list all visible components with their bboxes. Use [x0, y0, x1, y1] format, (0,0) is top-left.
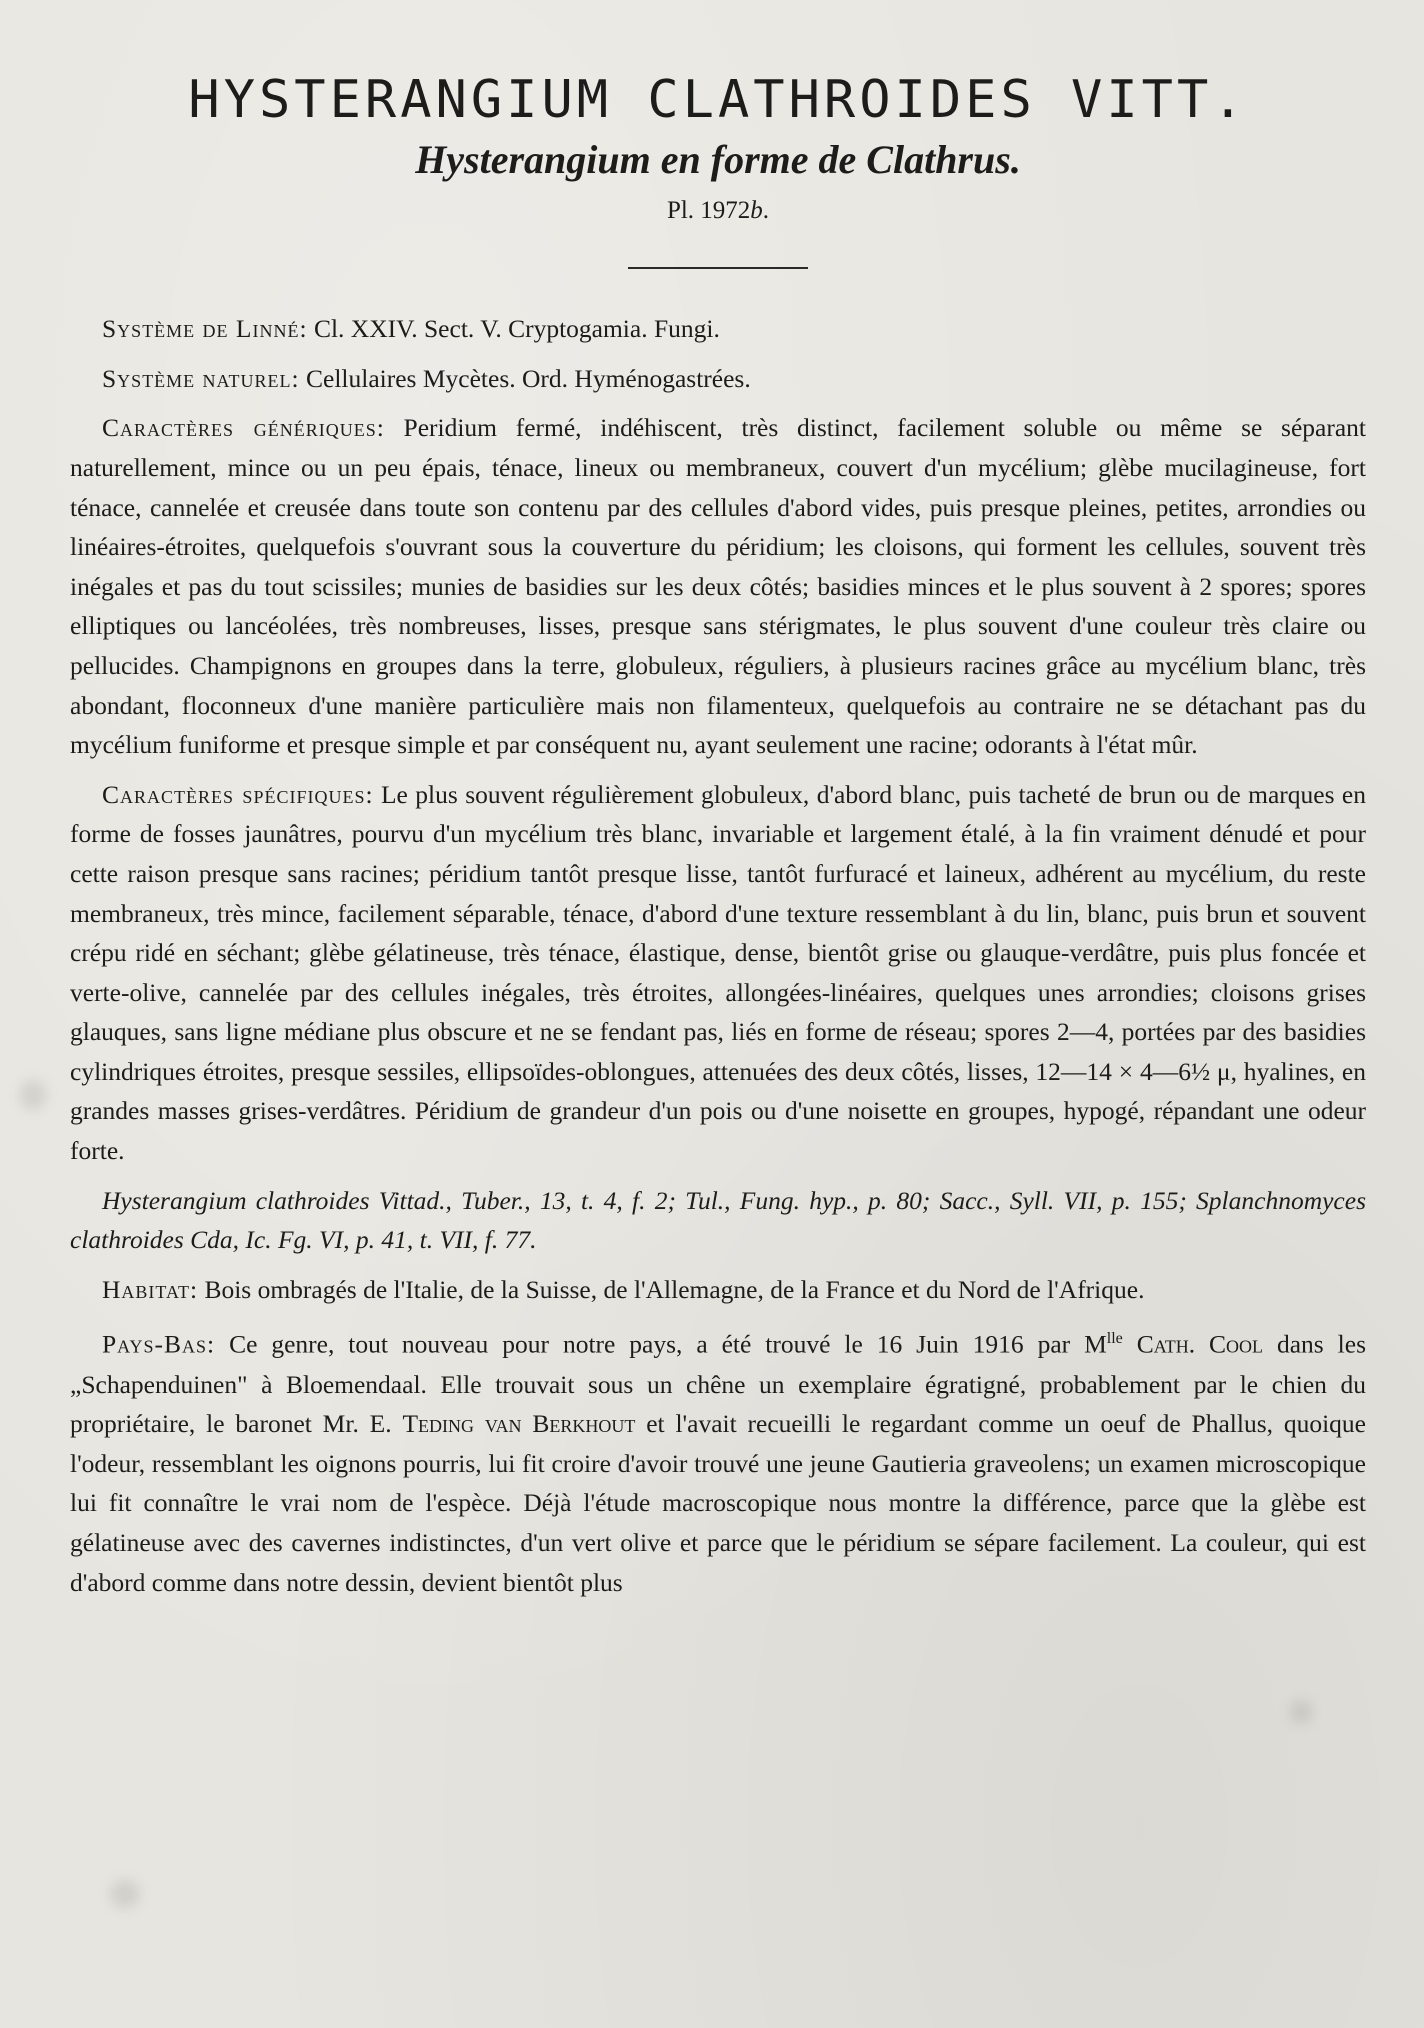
divider: [628, 267, 808, 269]
paragraph-systeme-naturel: [70, 359, 1366, 399]
paragraph-caracteres-specifiques: [70, 775, 1366, 1171]
person-name-teding: Teding van Berkhout: [402, 1409, 636, 1439]
page-title: HYSTERANGIUM CLATHROIDES VITT.: [188, 70, 1248, 130]
label-systeme-naturel: Système naturel:: [102, 363, 300, 393]
paper-stain: [20, 1080, 46, 1110]
text-pays-bas-2: dans les „Schapenduinen" à Bloemendaal. Elle trouvait sous un chêne un exemplaire égratigné, probablement par le chien du propriétaire, le baronet Mr. E.: [70, 1329, 1366, 1439]
paper-stain: [1290, 1700, 1312, 1724]
mlle-superscript: lle: [1106, 1330, 1123, 1348]
label-pays-bas: Pays-Bas:: [102, 1329, 216, 1359]
page-subtitle: Hysterangium en forme de Clathrus.: [415, 137, 1021, 183]
text-systeme-linne: Cl. XXIV. Sect. V. Cryptogamia. Fungi.: [307, 314, 720, 344]
person-name-cool: Cath. Cool: [1122, 1329, 1264, 1359]
text-pays-bas-3: et l'avait recueilli le regardant comme un oeuf de Phallus, quoique l'odeur, ressemblant les oignons pourris, lui fit croire d'avoir trouvé une jeune Gautieria graveolens; un examen microscopique lui fit connaître le vrai nom de l'espèce. Déjà l'étude macroscopique nous montre la différence, parce que la glèbe est gélatineuse avec des cavernes indistinctes, d'un vert olive et parce que le péridium se sépare facilement. La couleur, qui est d'abord comme dans notre dessin, devient bientôt plus: [70, 1409, 1366, 1597]
paper-stain: [110, 1880, 140, 1908]
text-systeme-naturel: Cellulaires Mycètes. Ord. Hyménogastrées.: [299, 363, 751, 393]
text-caracteres-specifiques: Le plus souvent régulièrement globuleux, d'abord blanc, puis tacheté de brun ou de marques en forme de fosses jaunâtres, pourvu d'un mycélium très blanc, invariable et largement étalé, à la fin vraiment dénudé et pour cette raison presque sans racines; péridium tantôt presque lisse, tantôt furfuracé et laineux, adhérent au mycélium, du reste membraneux, très mince, facilement séparable, ténace, d'abord d'une texture ressemblant à du lin, blanc, puis brun et souvent crépu ridé en séchant; glèbe gélatineuse, très ténace, élastique, dense, bientôt grise ou glauque-verdâtre, puis plus foncée et verte-olive, cannelée par des cellules inégales, très étroites, allongées-linéaires, quelques unes arrondies; cloisons grises glauques, sans ligne médiane plus obscure et ne se fendant pas, liés en forme de réseau; spores 2—4, portées par des basidies cylindriques étroites, presque sessiles, ellipsoïdes-oblongues, attenuées des deux côtés, lisses, 12—14 × 4—6½ μ, hyalines, en grandes masses grises-verdâtres. Péridium de grandeur d'un pois ou d'une noisette en groupes, hypogé, répandant une odeur forte.: [70, 779, 1366, 1166]
text-pays-bas-1: Ce genre, tout nouveau pour notre pays, a été trouvé le 16 Juin 1916 par M: [215, 1329, 1107, 1359]
plate-suffix: b: [750, 197, 763, 225]
plate-reference: [70, 197, 1366, 225]
plate-number: Pl. 1972: [666, 197, 751, 225]
label-habitat: Habitat:: [102, 1274, 199, 1304]
paragraph-habitat: [70, 1270, 1366, 1310]
text-habitat: Bois ombragés de l'Italie, de la Suisse, de l'Allemagne, de la France et du Nord de l'Afrique.: [198, 1274, 1145, 1304]
plate-end: .: [762, 197, 770, 225]
text-caracteres-generiques: Peridium fermé, indéhiscent, très distinct, facilement soluble ou même se séparant naturellement, mince ou un peu épais, ténace, lineux ou membraneux, couvert d'un mycélium; glèbe mucilagineuse, fort ténace, cannelée et creusée dans toute son contenu par des cellules d'abord vides, puis presque pleines, petites, arrondies ou linéaires-étroites, quelquefois s'ouvrant sous la couverture du péridium; les cloisons, qui forment les cellules, souvent très inégales et pas du tout scissiles; munies de basidies sur les deux côtés; basidies minces et le plus souvent à 2 spores; spores elliptiques ou lancéolées, très nombreuses, lisses, presque sans stérigmates, le plus souvent d'une couleur très claire ou pellucides. Champignons en groupes dans la terre, globuleux, réguliers, à plusieurs racines grâce au mycélium blanc, très abondant, floconneux d'une manière particulière mais non filamenteux, quelquefois au contraire ne se détachant pas du mycélium funiforme et presque simple et par conséquent nu, ayant seulement une racine; odorants à l'état mûr.: [70, 413, 1366, 760]
label-caracteres-generiques: Caractères génériques:: [102, 413, 385, 443]
paragraph-systeme-linne: [70, 309, 1366, 349]
label-caracteres-specifiques: Caractères spécifiques:: [102, 779, 374, 809]
paragraph-pays-bas: [70, 1319, 1366, 1602]
paragraph-caracteres-generiques: [70, 408, 1366, 764]
label-systeme-linne: Système de Linné:: [102, 314, 308, 344]
paragraph-synonymie: Hysterangium clathroides Vittad., Tuber., 13, t. 4, f. 2; Tul., Fung. hyp., p. 80; Sacc., Syll. VII, p. 155; Splanchnomyces clathroides Cda, Ic. Fg. VI, p. 41, t. VII, f. 77.: [70, 1185, 1366, 1255]
